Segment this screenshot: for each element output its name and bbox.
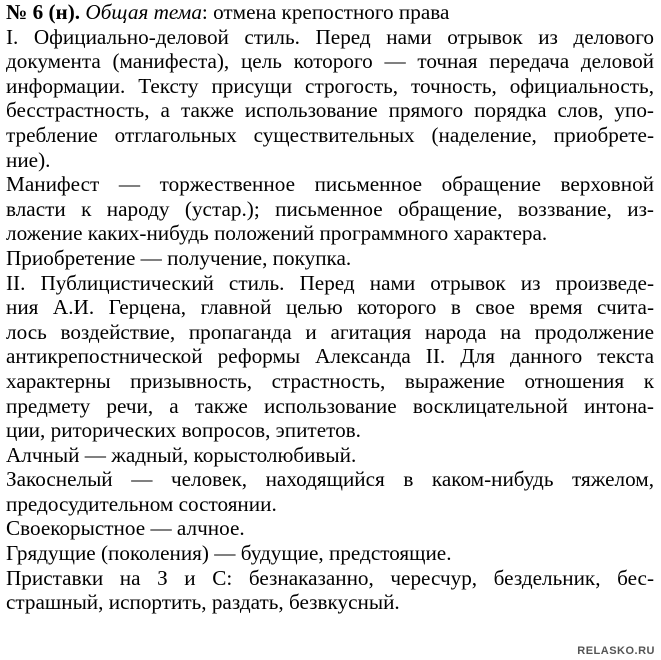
text-line: Своекорыстное — алчное. xyxy=(6,516,245,541)
text-line: предмету речи, а также использование восклицательной интона- xyxy=(6,393,654,418)
topic-label: Общая тема xyxy=(85,0,202,24)
text-line: I. Официально-деловой стиль. Перед нами отрывок из делового xyxy=(6,24,654,49)
exercise-number: № 6 (н). xyxy=(6,0,81,24)
text-line: документа (манифеста), цель которого — точная передача деловой xyxy=(6,49,654,74)
text-line: II. Публицистический стиль. Перед нами отрывок из произведе- xyxy=(6,270,654,295)
text-line: Закоснелый — человек, находящийся в каком-нибудь тяжелом, xyxy=(6,467,654,492)
document-text xyxy=(6,0,654,615)
text-line: предосудительном состоянии. xyxy=(6,491,277,516)
text-line: Приобретение — получение, покупка. xyxy=(6,245,352,270)
text-line: антикрепостнической реформы Александа II. Для данного текста xyxy=(6,344,654,369)
text-line: власти к народу (устар.); письменное обращение, воззвание, из- xyxy=(6,196,654,221)
text-line: бесстрастность, а также использование прямого порядка слов, упо- xyxy=(6,98,654,123)
text-line: ния А.И. Герцена, главной целью которого в свое время счита- xyxy=(6,295,654,320)
text-line: характерны призывность, страстность, выражение отношения к xyxy=(6,368,654,393)
watermark: RELASKO.RU xyxy=(577,645,655,657)
text-line: ции, риторических вопросов, эпитетов. xyxy=(6,418,361,443)
heading-line xyxy=(6,0,654,25)
text-line: информации. Тексту присущи строгость, точность, официальность, xyxy=(6,73,654,98)
text-line: Приставки на З и С: безнаказанно, чересчур, бездельник, бес- xyxy=(6,565,654,590)
text-line: Алчный — жадный, корыстолюбивый. xyxy=(6,442,357,467)
text-line: страшный, испортить, раздать, безвкусный. xyxy=(6,590,400,615)
text-line: Манифест — торжественное письменное обращение верховной xyxy=(6,172,654,197)
text-line: требление отглагольных существительных (наделение, приобрете- xyxy=(6,122,654,147)
text-line: ложение каких-нибудь положений программного характера. xyxy=(6,221,548,246)
topic-text: : отмена крепостного права xyxy=(201,0,450,24)
text-lines xyxy=(6,25,654,615)
text-line: лось воздействие, пропаганда и агитация народа на продолжение xyxy=(6,319,654,344)
text-line: Грядущие (поколения) — будущие, предстоящие. xyxy=(6,541,452,566)
text-line: ние). xyxy=(6,147,51,172)
